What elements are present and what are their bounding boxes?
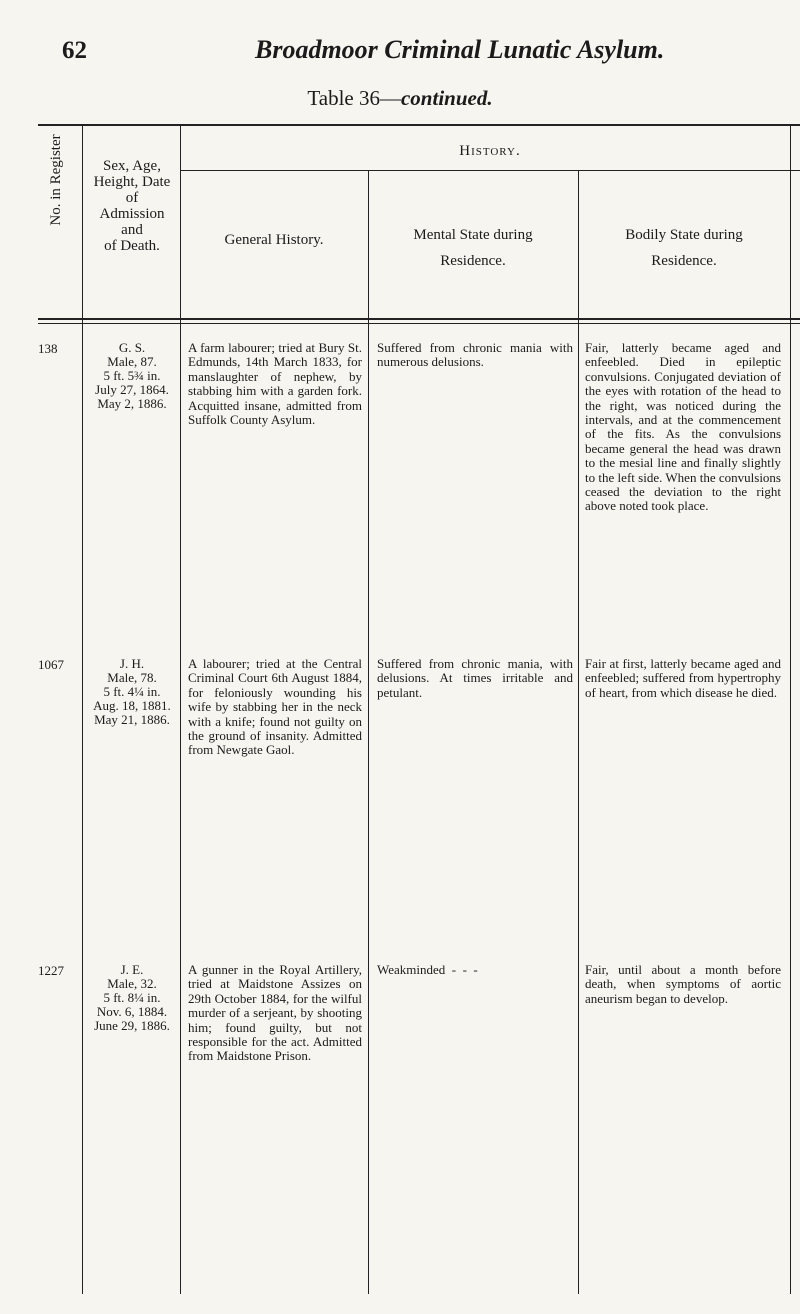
header-sex-age-line: Admission [99, 206, 165, 222]
table-title-main: Table 36— [307, 86, 401, 110]
person-details [84, 657, 180, 727]
person-line: May 21, 1886. [94, 712, 170, 727]
header-bottom-rule [38, 318, 800, 320]
bodily-state-cell: Fair, until about a month before death, when symptoms of aortic aneurism began to develop. [585, 962, 781, 1006]
col-divider-4 [578, 170, 579, 1294]
top-rule [38, 124, 800, 126]
register-number: 1227 [38, 963, 64, 978]
person-line: 5 ft. 8¼ in. [103, 990, 161, 1005]
header-bodily-line: Residence. [651, 253, 717, 269]
header-mental-state [368, 222, 578, 274]
header-history: History. [459, 143, 521, 159]
header-sex-age-line: and [121, 222, 143, 238]
register-number: 1067 [38, 657, 64, 672]
col-divider-2 [180, 124, 181, 1294]
person-line: Male, 32. [107, 976, 157, 991]
person-line: G. S. [118, 340, 146, 355]
header-bottom-rule-2 [38, 323, 800, 324]
person-line: J. E. [120, 962, 144, 977]
person-line: June 29, 1886. [94, 1018, 170, 1033]
person-details [84, 341, 180, 411]
header-sex-age-line: Sex, Age, [103, 158, 161, 174]
table-title [0, 86, 800, 111]
person-line: May 2, 1886. [97, 396, 167, 411]
header-mental-line: Mental State during [413, 227, 533, 243]
history-under-rule [180, 170, 800, 171]
person-line: Male, 87. [107, 354, 157, 369]
col-divider-1 [82, 124, 83, 1294]
person-details [84, 963, 180, 1033]
general-history-cell: A gunner in the Royal Artillery, tried at Maidstone Assizes on 29th October 1884, for the wilful murder of a serjeant, by shooting him; found guilty, but not responsible for the act. Admitted from Maidstone Prison. [188, 962, 362, 1064]
header-general-history: General History. [224, 232, 324, 248]
person-line: Aug. 18, 1881. [93, 698, 171, 713]
bodily-state-cell: Fair at first, latterly became aged and enfeebled; suffered from hypertrophy of heart, from which disease he died. [585, 656, 781, 700]
header-no-in-register: No. in Register [48, 134, 64, 226]
person-line: 5 ft. 5¾ in. [103, 368, 161, 383]
header-sex-age-line: of [125, 190, 139, 206]
general-history-cell: A farm labourer; tried at Bury St. Edmunds, 14th March 1833, for manslaughter of nephew, by stabbing him with a garden fork. Acquitted insane, admitted from Suffolk County Asylum. [188, 340, 362, 428]
person-line: 5 ft. 4¼ in. [103, 684, 161, 699]
header-sex-age-line: of Death. [104, 238, 160, 254]
table-title-continued: continued. [400, 86, 493, 110]
mental-state-cell: Weakminded - - - [377, 962, 478, 977]
mental-state-cell: Suffered from chronic mania, with delusions. At times irritable and petulant. [377, 656, 573, 700]
mental-state-cell: Suffered from chronic mania with numerous delusions. [377, 340, 573, 370]
col-divider-right [790, 124, 791, 1294]
header-mental-line: Residence. [440, 253, 506, 269]
header-sex-age [84, 158, 180, 254]
header-bodily-line: Bodily State during [625, 227, 743, 243]
col-divider-3 [368, 170, 369, 1294]
register-number: 138 [38, 341, 58, 356]
bodily-state-cell: Fair, latterly became aged and enfeebled. Died in epileptic convulsions. Conjugated deviation of the eyes with rotation of the head to the right, was noticed during the intervals, and at the commencement of the fits. As the convulsions became general the head was drawn to the mesial line and finally slightly to the left side. When the convulsions ceased the deviation to the right above noted took place. [585, 340, 781, 514]
page-number: 62 [62, 37, 87, 64]
person-line: Male, 78. [107, 670, 157, 685]
running-head: Broadmoor Criminal Lunatic Asylum. [255, 35, 665, 64]
person-line: Nov. 6, 1884. [96, 1004, 168, 1019]
general-history-cell: A labourer; tried at the Central Criminal Court 6th August 1884, for feloniously wounding his wife by stabbing her in the neck with a knife; found not guilty on the ground of insanity. Admitted from Newgate Gaol. [188, 656, 362, 758]
person-line: July 27, 1864. [95, 382, 169, 397]
header-bodily-state [578, 222, 790, 274]
person-line: J. H. [119, 656, 145, 671]
header-sex-age-line: Height, Date [93, 174, 171, 190]
